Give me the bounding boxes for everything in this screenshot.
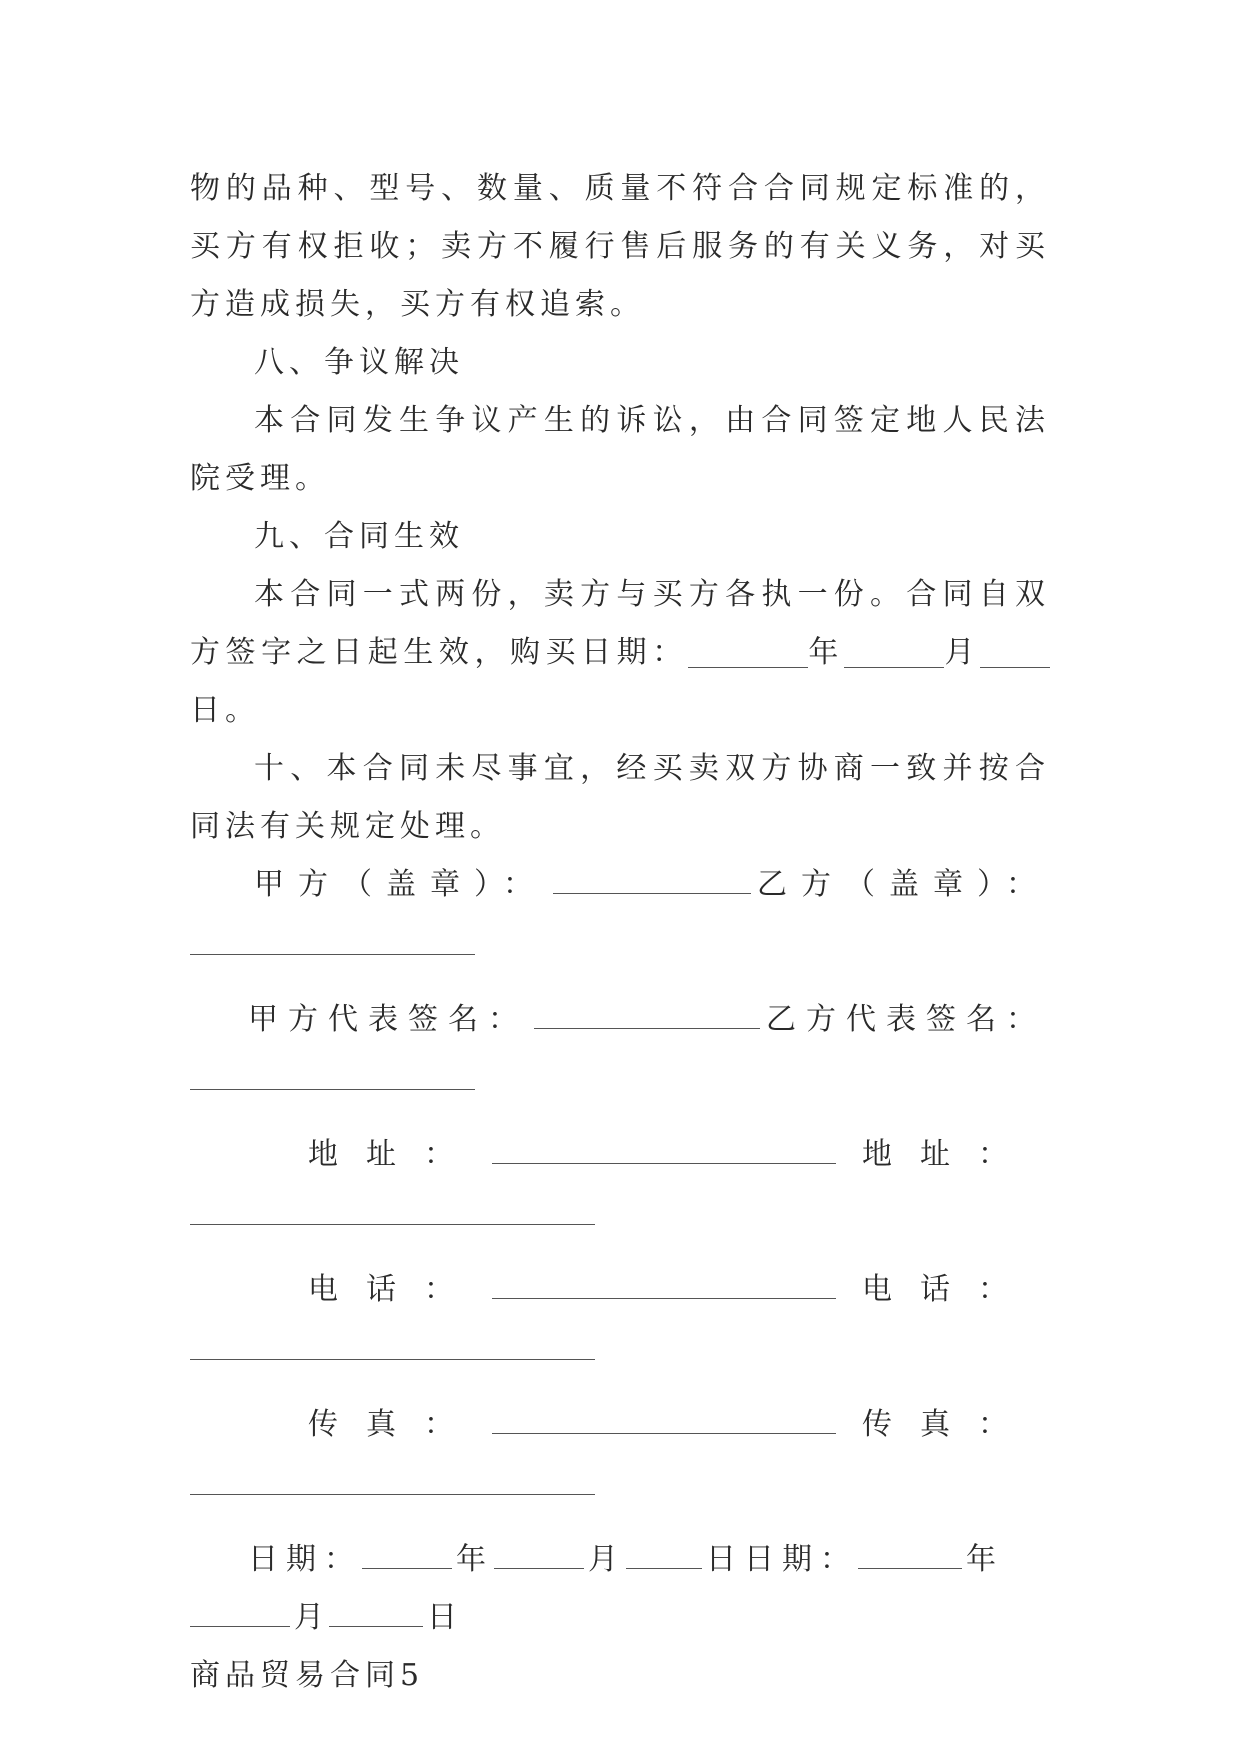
party-a-phone-label: 电话： [308, 1272, 482, 1307]
party-b-seal-blank[interactable] [190, 954, 475, 955]
signature-block [190, 856, 1050, 1647]
party-a-phone-blank[interactable] [492, 1262, 836, 1299]
party-a-rep-blank[interactable] [534, 992, 760, 1029]
purchase-day-blank[interactable] [980, 631, 1050, 668]
purchase-year-blank[interactable] [688, 631, 808, 668]
purchase-month-label: 月 [943, 635, 981, 670]
party-b-seal-label: 乙方（盖章）： [757, 867, 1050, 902]
party-b-rep-blank[interactable] [190, 1089, 475, 1090]
party-a-year-label: 年 [456, 1542, 494, 1577]
party-b-fax-blank[interactable] [190, 1494, 595, 1495]
party-b-address-label: 地址： [862, 1137, 1036, 1172]
party-a-seal-label: 甲方（盖章）： [254, 867, 547, 902]
clause-9-text: 本合同一式两份，卖方与买方各执一份。合同自双方签字之日起生效，购买日期： [190, 577, 1050, 670]
party-a-address-blank[interactable] [492, 1127, 836, 1164]
date-row-continued [190, 1589, 1050, 1647]
party-b-year-label: 年 [966, 1542, 1004, 1577]
seal-row [190, 856, 1050, 914]
party-b-phone-label: 电话： [862, 1272, 1036, 1307]
party-a-address-label: 地址： [308, 1137, 482, 1172]
purchase-year-label: 年 [807, 635, 844, 670]
next-section-title: 商品贸易合同5 [190, 1658, 425, 1693]
party-b-day-label: 日 [427, 1600, 462, 1635]
party-a-month-label: 月 [588, 1542, 626, 1577]
party-a-fax-blank[interactable] [492, 1397, 836, 1434]
clause-8-body: 本合同发生争议产生的诉讼，由合同签定地人民法院受理。 [190, 403, 1050, 496]
party-a-date-label: 日期： [248, 1542, 362, 1577]
clause-10: 十、本合同未尽事宜，经买卖双方协商一致并按合同法有关规定处理。 [190, 751, 1050, 844]
clause-9-heading: 九、合同生效 [254, 519, 464, 554]
clause-9-body [190, 566, 1050, 740]
party-a-day-label: 日 [706, 1542, 744, 1577]
party-b-day-blank[interactable] [329, 1590, 423, 1627]
party-a-month-blank[interactable] [494, 1532, 584, 1569]
date-row [190, 1531, 1050, 1589]
party-a-fax-label: 传真： [308, 1407, 482, 1442]
contract-page [190, 160, 1050, 1705]
party-a-seal-blank[interactable] [553, 857, 751, 894]
fax-row [190, 1396, 1050, 1454]
purchase-month-blank[interactable] [844, 631, 944, 668]
party-a-rep-label: 甲方代表签名： [248, 1002, 528, 1037]
phone-row [190, 1261, 1050, 1319]
party-b-year-blank[interactable] [858, 1532, 962, 1569]
party-b-month-blank[interactable] [190, 1590, 290, 1627]
clause-8-heading: 八、争议解决 [254, 345, 464, 380]
clause-7-tail: 物的品种、型号、数量、质量不符合合同规定标准的，买方有权拒收；卖方不履行售后服务的有关义务，对买方造成损失，买方有权追索。 [190, 171, 1050, 322]
party-b-phone-blank[interactable] [190, 1359, 595, 1360]
party-b-rep-label: 乙方代表签名： [766, 1002, 1046, 1037]
address-row [190, 1126, 1050, 1184]
rep-row [190, 991, 1050, 1049]
party-b-address-blank[interactable] [190, 1224, 595, 1225]
party-b-fax-label: 传真： [862, 1407, 1036, 1442]
purchase-day-label: 日。 [190, 693, 260, 728]
party-a-year-blank[interactable] [362, 1532, 452, 1569]
party-a-day-blank[interactable] [626, 1532, 702, 1569]
party-b-date-label: 日期： [744, 1542, 858, 1577]
party-b-month-label: 月 [294, 1600, 329, 1635]
